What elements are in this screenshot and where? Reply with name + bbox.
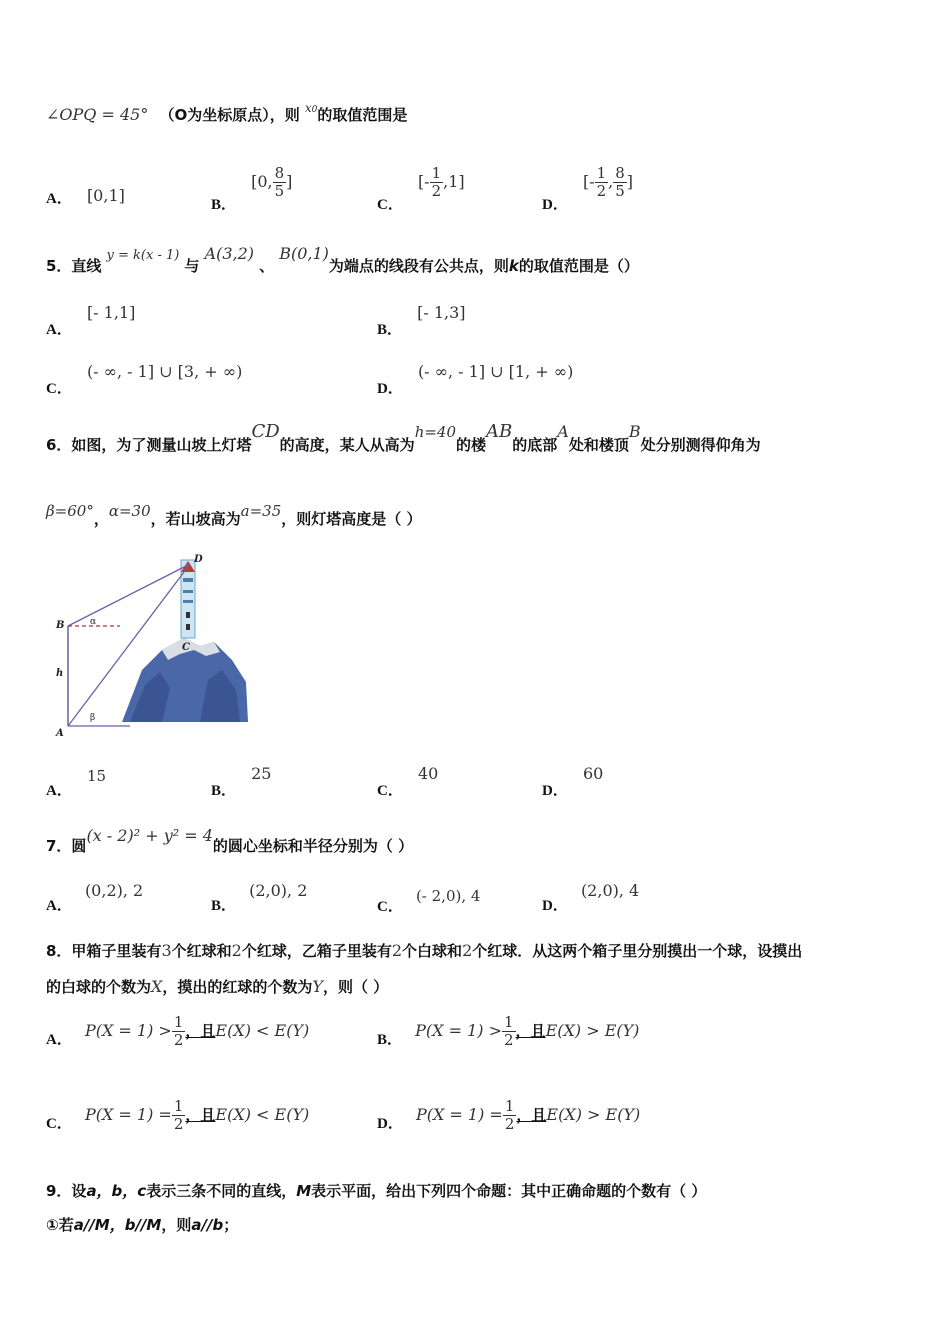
q8-option-b[interactable]: B． P(X = 1) > $\frac{1}{2}$ ，且E(X) > E(Y) (377, 1013, 640, 1049)
label-beta: β (90, 713, 96, 723)
q5-stem: 5．直线 y = k(x - 1) 与 A(3,2) 、 B(0,1)为端点的线段有公共点，则k的取值范围是（） (46, 244, 639, 275)
q7-option-d[interactable]: D． (2,0), 4 (542, 881, 640, 914)
q8-stem-line2: 的白球的个数为X，摸出的红球的个数为Y，则（ ） (46, 977, 389, 996)
lighthouse-figure (50, 550, 260, 740)
label-c: C (182, 642, 190, 653)
label-h: h (56, 668, 64, 679)
fraction: $\frac{8}{5}$ (615, 164, 625, 200)
q4-paren-o: （O (159, 106, 188, 124)
label-a: A (56, 728, 64, 739)
q7-option-c[interactable]: C． (- 2,0), 4 (377, 887, 481, 915)
q4-text2: 的取值范围是 (317, 106, 408, 124)
q5-line-eq: y = k(x - 1) (106, 248, 180, 263)
fraction: $\frac{1}{2}$ (431, 164, 442, 200)
q4-option-d[interactable]: D． [- $\frac{1}{2}$ , $\frac{8}{5}$ ] (542, 164, 634, 213)
q4-text1: 为坐标原点），则 (187, 106, 300, 124)
q5-option-d[interactable]: D． (- ∞, - 1] ∪ [1, + ∞) (377, 362, 574, 397)
sight-line-b (68, 564, 190, 626)
q8-option-d[interactable]: D． P(X = 1) = $\frac{1}{2}$ ，且E(X) > E(Y) (377, 1097, 641, 1133)
q4-condition-line (46, 101, 408, 125)
label-alpha: α (90, 617, 97, 627)
q7-stem: 7．圆(x - 2)² + y² = 4的圆心坐标和半径分别为（ ） (46, 826, 414, 855)
q6-option-b[interactable]: B． 25 (211, 764, 272, 799)
q4-option-c[interactable]: C． [- $\frac{1}{2}$ ,1] (377, 164, 465, 213)
label-d: D (194, 554, 203, 565)
q6-stem-line1: 6．如图，为了测量山坡上灯塔CD的高度，某人从高为h=40的楼AB的底部A处和楼顶B处分别测得仰角为 (46, 421, 761, 454)
q7-option-a[interactable]: A． (0,2), 2 (46, 881, 144, 914)
fraction: $\frac{8}{5}$ (274, 164, 285, 200)
q6-option-a[interactable]: A． 15 (46, 767, 107, 799)
q7-equation: (x - 2)² + y² = 4 (86, 826, 213, 845)
fraction: $\frac{1}{2}$ (596, 164, 607, 200)
q6-option-c[interactable]: C． 40 (377, 764, 439, 799)
q5-option-b[interactable]: B． [- 1,3] (377, 303, 466, 338)
q7-option-b[interactable]: B． (2,0), 2 (211, 881, 308, 914)
q5-point-a: A(3,2) (204, 244, 255, 263)
q9-stem: 9．设a，b，c表示三条不同的直线，M表示平面，给出下列四个命题：其中正确命题的个数有（ ） (46, 1182, 707, 1200)
q5-option-c[interactable]: C． (- ∞, - 1] ∪ [3, + ∞) (46, 362, 243, 397)
fraction: $\frac{1}{2}$ (504, 1097, 515, 1133)
q4-angle: ∠OPQ = 45° (46, 105, 149, 124)
q5-point-b: B(0,1) (279, 244, 329, 263)
q4-option-b[interactable]: B． [0, $\frac{8}{5}$ ] (211, 164, 293, 213)
q4-option-a[interactable]: A． [0,1] (46, 186, 125, 207)
fraction: $\frac{1}{2}$ (173, 1097, 184, 1133)
q4-x0: x0 (304, 101, 318, 115)
q6-stem-line2: β=60°，α=30，若山坡高为a=35，则灯塔高度是（ ） (46, 502, 422, 528)
label-b: B (56, 620, 65, 631)
fraction: $\frac{1}{2}$ (173, 1013, 184, 1049)
q8-stem-line1: 8．甲箱子里装有3个红球和2个红球，乙箱子里装有2个白球和2个红球．从这两个箱子里分别摸出一个球，设摸出 (46, 941, 803, 960)
q6-option-d[interactable]: D． 60 (542, 764, 604, 799)
fraction: $\frac{1}{2}$ (504, 1013, 514, 1049)
q9-proposition-1: ①若a//M，b//M，则a//b； (46, 1216, 239, 1234)
q5-option-a[interactable]: A． [- 1,1] (46, 303, 136, 338)
q8-option-a[interactable]: A． P(X = 1) > $\frac{1}{2}$ ，且E(X) < E(Y) (46, 1013, 310, 1049)
q8-option-c[interactable]: C． P(X = 1) = $\frac{1}{2}$ ，且E(X) < E(Y) (46, 1097, 310, 1133)
